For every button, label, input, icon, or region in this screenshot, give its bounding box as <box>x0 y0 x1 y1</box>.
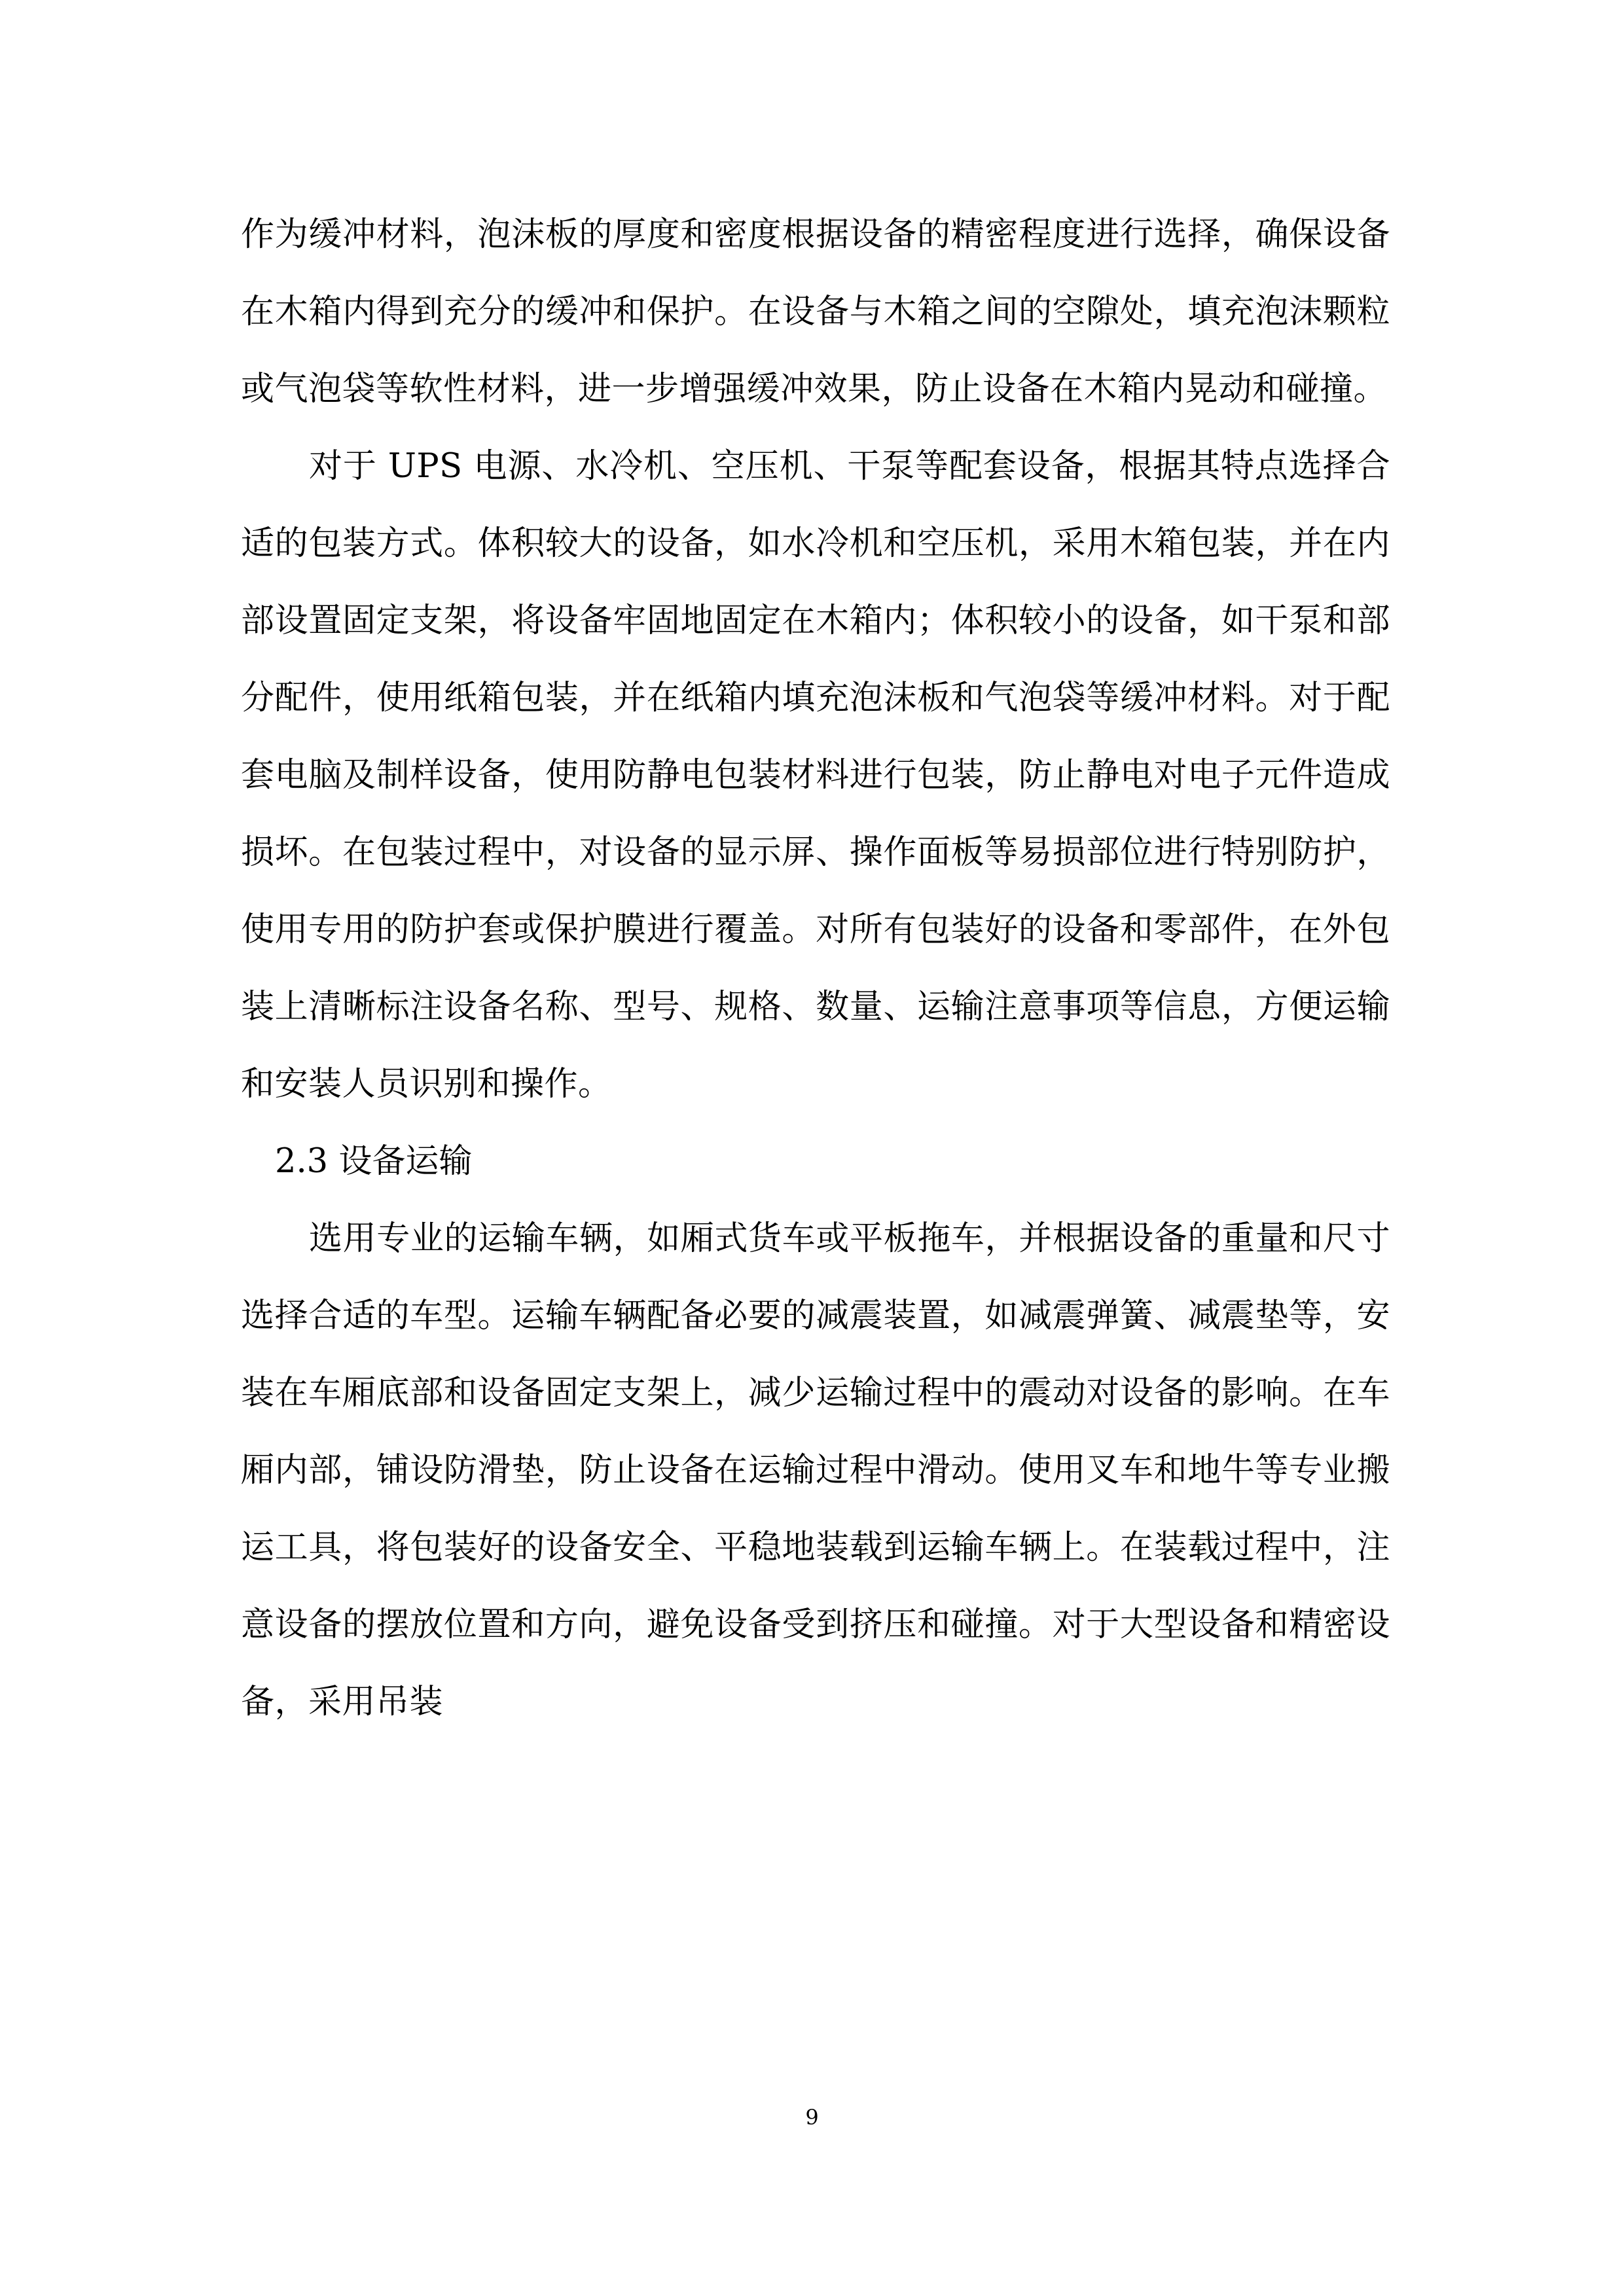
paragraph-auxiliary-equipment-packing: 对于 UPS 电源、水冷机、空压机、干泵等配套设备，根据其特点选择合适的包装方式。体积较大的设备，如水冷机和空压机，采用木箱包装，并在内部设置固定支架，将设备牢固地固定在木箱内；体积较小的设备，如干泵和部分配件，使用纸箱包装，并在纸箱内填充泡沫板和气泡袋等缓冲材料。对于配套电脑及制样设备，使用防静电包装材料进行包装，防止静电对电子元件造成损坏。在包装过程中，对设备的显示屏、操作面板等易损部位进行特别防护，使用专用的防护套或保护膜进行覆盖。对所有包装好的设备和零部件，在外包装上清晰标注设备名称、型号、规格、数量、运输注意事项等信息，方便运输和安装人员识别和操作。 <box>241 447 1390 1103</box>
paragraph-packing-cushion: 作为缓冲材料，泡沫板的厚度和密度根据设备的精密程度进行选择，确保设备在木箱内得到充分的缓冲和保护。在设备与木箱之间的空隙处，填充泡沫颗粒或气泡袋等软性材料，进一步增强缓冲效果，防止设备在木箱内晃动和碰撞。 <box>241 215 1390 408</box>
section-heading-2-3: 2.3 设备运输 <box>275 1142 473 1181</box>
page-number: 9 <box>805 2105 819 2130</box>
paragraph-equipment-transport: 选用专业的运输车辆，如厢式货车或平板拖车，并根据设备的重量和尺寸选择合适的车型。运输车辆配备必要的减震装置，如减震弹簧、减震垫等，安装在车厢底部和设备固定支架上，减少运输过程中的震动对设备的影响。在车厢内部，铺设防滑垫，防止设备在运输过程中滑动。使用叉车和地牛等专业搬运工具，将包装好的设备安全、平稳地装载到运输车辆上。在装载过程中，注意设备的摆放位置和方向，避免设备受到挤压和碰撞。对于大型设备和精密设备，采用吊装 <box>241 1219 1390 1721</box>
page-body <box>241 196 1390 1741</box>
